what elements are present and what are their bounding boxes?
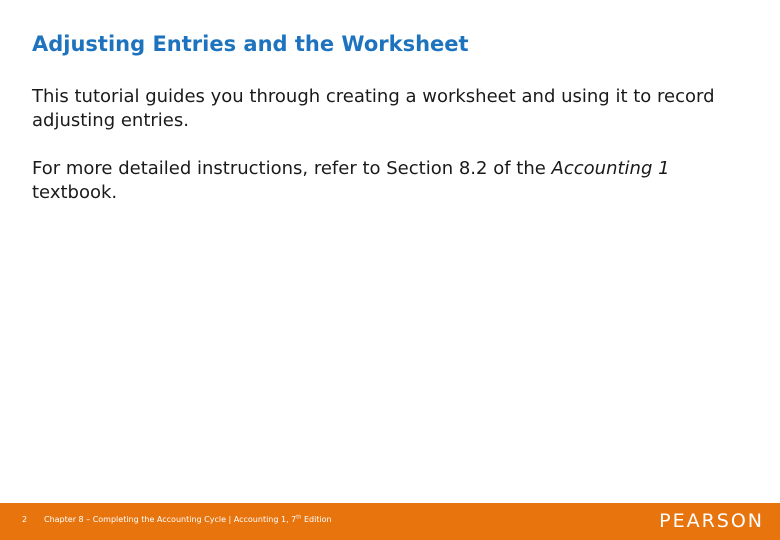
slide-title: Adjusting Entries and the Worksheet bbox=[32, 32, 469, 56]
instructions-paragraph bbox=[32, 157, 752, 205]
textbook-title: Accounting 1 bbox=[551, 158, 670, 179]
intro-paragraph: This tutorial guides you through creating a worksheet and using it to record adjusting entries. bbox=[32, 86, 715, 131]
page-number: 2 bbox=[22, 515, 28, 524]
instructions-text-start: For more detailed instructions, refer to Section 8.2 of the bbox=[32, 158, 552, 179]
footer-bar bbox=[0, 503, 780, 540]
chapter-caption-text: Chapter 8 – Completing the Accounting Cycle | Accounting 1, 7 bbox=[44, 515, 297, 524]
pearson-logo: PEARSON bbox=[659, 510, 764, 532]
chapter-caption bbox=[44, 515, 332, 524]
edition-superscript: th bbox=[296, 514, 302, 521]
chapter-caption-edition: Edition bbox=[301, 515, 332, 524]
instructions-text-end: textbook. bbox=[32, 182, 118, 203]
